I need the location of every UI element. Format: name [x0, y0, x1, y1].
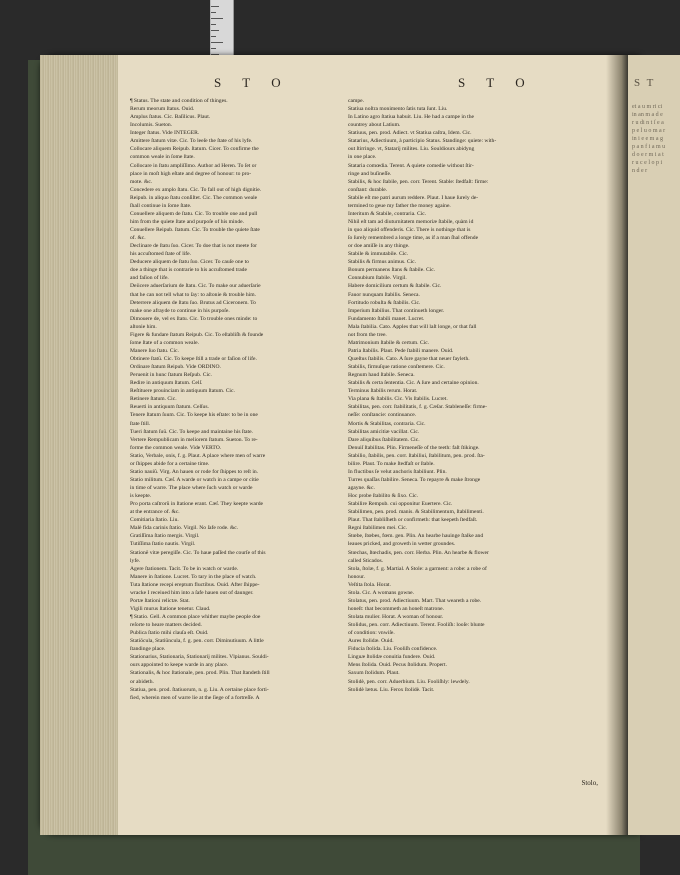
entry-line: leaues pricked, and groweth in wetter groundes. [348, 541, 456, 548]
entry-line: Aures ſtolidæ. Ouid. [348, 638, 394, 645]
entry-line: Collocare in ſtatu ampliſſimo. Author ad Heren. To ſet or [130, 162, 257, 169]
entry-line: wracke I receiued him into a ſafe hauen out of daunger. [130, 589, 254, 596]
entry-line: Bonum permanens ſtans & ſtabile. Cic. [348, 267, 436, 274]
entry-line: Stolatus, pen. prod. Adiectiuum. Mart. That weareth a robe. [348, 597, 482, 604]
entry-line: Statarius, Adiectiuum, à participio Status. Standinge: quiete: with- [348, 138, 497, 145]
entry-line: Pro porta caſtrorũ in ſtatione erant. Cæſ. They keepte warde [130, 501, 264, 508]
entry-line: Stabilitas, pen. corr. ſtabilitatis, f. g. Cæſar. Stableneſſe: firme- [348, 404, 488, 411]
running-header-left: S T O [214, 75, 290, 90]
entry-line: Veſtita ſtola. Horat. [348, 581, 391, 588]
entry-line: Amplus ſtatus. Cic. Baſilicus. Plaut. [130, 114, 211, 121]
entry-line: common weale in ſome ſtate. [130, 154, 195, 161]
entry-line: Malè fida carinis ſtatio. Virgil. No ſafe rode. &c. [130, 525, 239, 532]
entry-line: in quo aliquid offenderis. Cic. There is nothinge that is [348, 227, 471, 233]
entry-line: ¶ Status. The state and condition of thinges. [130, 98, 228, 104]
entry-line: Rerum meorum ſtatus. Ouid. [130, 106, 195, 113]
entry-line: Statiua noſtra monimento ſatis tuta ſunt. Liu. [348, 106, 448, 113]
entry-line: ſhall continue in ſome ſtate. [130, 202, 192, 209]
entry-line: of. &c. [130, 235, 146, 242]
entry-line: Stolata mulier. Horat. A woman of honour. [348, 614, 444, 620]
entry-line: Quæſtus ſtabilis. Cato. A ſure gayne that neuer fayleth. [348, 356, 470, 362]
entry-line: Stationalis, & hoc ſtationale, pen. prod. Plin. That ſtandeth ſtill [130, 670, 270, 677]
entry-line: Stabilis, firmuſque ratione conſtemere. Cic. [348, 364, 445, 371]
entry-line: Statio nauiũ. Virg. An hauen or rode for ſhippes to reſt in. [130, 468, 259, 475]
entry-line: Statiua, pen. prod. ſtatiuorum, n. g. Liu. A certaine place forti- [130, 686, 269, 693]
entry-line: Hoc probe ſtabilito & ſixo. Cic. [348, 493, 419, 500]
entry-line: Dimouere de, vel ex ſtatu. Cic. To trouble ones minde: to [130, 315, 258, 322]
entry-line: Saxum ſtolidum. Plaut. [348, 670, 400, 677]
entry-line: of condition: vnwiſe. [348, 630, 395, 637]
entry-line: Habere domicilium certum & ſtabile. Cic. [348, 283, 442, 290]
entry-line: Deterrere aliquem de ſtatu ſuo. Brutus ad Ciceronem. To [130, 299, 256, 306]
page-gutter-shadow [606, 55, 628, 835]
entry-line: and faſion of life. [130, 275, 169, 282]
entry-line: Manere ſuo ſtatu. Cic. [130, 347, 179, 354]
facing-page [628, 55, 680, 835]
entry-line: Stationarius, Stationaria, Stationarij milites. Vlpianus. Souldi- [130, 654, 269, 661]
entry-line: agayne. &c. [348, 485, 375, 491]
entry-line: Reuerti in antiquum ſtatum. Celſus. [130, 404, 209, 411]
entry-line: Redire in antiquum ſtatum. Celſ. [130, 380, 203, 387]
running-header-right: S T O [458, 75, 534, 90]
entry-line: mote. &c. [130, 178, 153, 185]
entry-line: Stabilis & firmus animus. Cic. [348, 259, 417, 266]
entry-line: Amittere ſtatum vitæ. Cic. To leeſe the ſtate of his lyfe. [130, 138, 253, 145]
entry-line: Tuta ſtatione recepi ereptum fluctibus. Ouid. After ſhippe- [130, 581, 260, 588]
entry-line: Gratiſſima ſtatio mergis. Virgil. [130, 533, 200, 540]
entry-line: place in moſt high eſtate and degree of honour: to pro- [130, 170, 252, 177]
entry-line: Denuiſ ſtabilitas. Plin. Firmeneſſe of the teeth: faſt ſtikinge. [348, 444, 480, 451]
entry-line: out ſtirringe. vt, Statarij milites. Liu. Souldiours abidyng [348, 146, 475, 153]
entry-line: neſſe: conſtancie: continuance. [348, 412, 417, 419]
entry-line: Retinere ſtatum. Cic. [130, 396, 177, 403]
entry-line: Mala ſtabilia. Cato. Apples that will laſt longe, or that fall [348, 323, 477, 330]
entry-line: Declinare de ſtatu ſuo. Cicer. To doe that is not meete for [130, 243, 258, 250]
entry-line: or doe amiſſe in any thinge. [348, 243, 410, 250]
entry-line: his accuſtomed ſtate of life. [130, 251, 192, 258]
entry-line: Stabilis, & hoc ſtabile, pen. corr. Terent. Stable: ſtedfaſt: firme: [348, 178, 489, 185]
entry-line: Integer ſtatus. Vide INTEGER. [130, 130, 200, 137]
entry-line: ſo ſurely remembred a longe time, as if a man ſhal offende [348, 235, 479, 242]
entry-line: Vigili murus ſtatione tenetur. Claud. [130, 605, 211, 612]
entry-line: Deducere aliquem de ſtatu ſuo. Cicer. To cauſe one to [130, 259, 249, 266]
entry-line: Linguæ ſtolidæ conuitia fundere. Ouid. [348, 654, 436, 661]
entry-line: ringe and buſineſſe. [348, 170, 392, 177]
entry-line: Conuellere aliquem de ſtatu. Cic. To trouble one and pull [130, 210, 258, 217]
facing-page-header: S T [634, 77, 656, 89]
entry-line: aſtonie him. [130, 323, 157, 330]
entry-line: Stolidè, pen. corr. Aduerbium. Liu. Fooliſhly: lewdely. [348, 678, 470, 685]
dictionary-page [118, 55, 628, 835]
entry-line: honour. [348, 573, 365, 580]
left-column [130, 97, 336, 702]
entry-line: called Sticados. [348, 557, 384, 564]
right-column [348, 97, 554, 694]
page-edges [40, 55, 118, 835]
entry-line: ſtate ſtill. [130, 420, 151, 427]
entry-line: Statio militum. Cæſ. A warde or watch in a campe or citie [130, 476, 259, 483]
entry-line: Stationē vitæ peregiſſe. Cic. To haue paſſed the courſe of this [130, 549, 266, 556]
entry-line: Agere ſtationem. Tacit. To be in watch or warde. [130, 565, 239, 572]
entry-line: Portæ ſtationi relictæ. Stat. [130, 597, 190, 604]
entry-line: Reſtituere prouinciam in antiquum ſtatum. Cic. [130, 388, 235, 395]
entry-line: Imperium ſtabilius. That continueth longer. [348, 307, 445, 314]
entry-line: termined to geue my father the money againe. [348, 202, 451, 209]
entry-line: ſtandinge place. [130, 646, 166, 653]
catchword: Stolo, [581, 779, 598, 787]
entry-line: Stabilio, ſtabilis, pen. corr. ſtabiliui, ſtabilitum, pen. prod. ſta- [348, 452, 485, 459]
entry-line: Figere & fundare ſtatum Reipub. Cic. To eſtabliſh & founde [130, 331, 264, 338]
entry-line: Tueri ſtatum ſuū. Cic. To keepe and maintaine his ſtate. [130, 428, 253, 435]
entry-line: Tutiſſima ſtatio nautis. Virgil. [130, 541, 196, 548]
entry-line: ſome ſtate of a common weale. [130, 339, 199, 346]
entry-line: Terminus ſtabilis rerum. Horat. [348, 388, 418, 395]
entry-line: in time of warre. The place where ſuch watch or warde [130, 485, 253, 491]
entry-line: Incolumis. Sueton. [130, 122, 173, 129]
entry-line: Statiōcula, Statiūncula, f. g. pen. corr. Diminutiuum. A little [130, 638, 264, 645]
open-book [40, 55, 666, 835]
entry-line: Tenere ſtatum ſuum. Cic. To keepe his eſtate: to be in one [130, 412, 258, 419]
entry-line: honeſt: that becommeth an honeſt matrone. [348, 605, 444, 612]
entry-line: make one afrayde to continue in his purpoſe. [130, 307, 230, 314]
entry-line: countrey about Latium. [348, 122, 401, 129]
entry-line: Patria ſtabilis. Plaut. Pede ſtabili manere. Ouid. [348, 347, 454, 354]
entry-line: conſtant: durable. [348, 186, 388, 193]
entry-line: Stola. Cic. A womans gowne. [348, 589, 415, 596]
entry-line: Statiuus, pen. prod. Adiect. vt Statiua caſtra, Idem. Cic. [348, 130, 472, 137]
entry-line: Turres quaſſas ſtabilire. Seneca. To repayre & make ſtronge [348, 476, 481, 483]
entry-line: Vertere Rempublicam in meliorem ſtatum. Sueton. To re- [130, 436, 258, 443]
entry-line: him from the quiete ſtate and purpoſe of his minde. [130, 218, 245, 225]
entry-line: Obtinere ſtatū. Cic. To keepe ſtill a trade or faſion of life. [130, 356, 257, 362]
entry-line: campe. [348, 98, 364, 104]
measuring-ruler [210, 0, 234, 62]
entry-line: Regni ſtabilimen mei. Cic. [348, 525, 408, 532]
entry-line: fied, wherein men of warre lie at the ſiege of a fortreſſe. A [130, 694, 260, 701]
entry-line: Collocare aliquem Reipub. ſtatum. Cicer. To confirme the [130, 146, 259, 153]
entry-line: or ſhippes abide for a certaine time. [130, 460, 210, 467]
entry-line: Stabilimen, pen. prod. manis. & Stabilimentum, ſtabilimenti. [348, 509, 484, 516]
entry-line: Ordinare ſtatum Reipub. Vide ORDINO. [130, 364, 221, 371]
entry-line: Fundamento ſtabili manet. Lucret. [348, 315, 425, 322]
entry-line: Fortitudo robuſta & ſtabilis. Cic. [348, 299, 421, 306]
entry-line: Deiicere aduerſarium de ſtatu. Cic. To make our aduerſarie [130, 283, 261, 290]
entry-line: Peruenit in hunc ſtatum Reſpub. Cic. [130, 372, 212, 379]
entry-line: Stabilire Rempub. cui opponitur Euertere. Cic. [348, 501, 453, 508]
entry-line: Stolidus, pen. corr. Adiectiuum. Terent. Fooliſh: looſe: blunte [348, 622, 485, 629]
entry-line: Manere in ſtatione. Lucret. To tary in the place of watch. [130, 573, 257, 580]
entry-line: In Latino agro ſtatiua habuit. Liu. He had a campe in the [348, 114, 474, 121]
entry-line: In fluctibus ſe velut anchoris ſtabiliunt. Plin. [348, 468, 447, 475]
entry-line: Matrimonium ſtabile & certum. Cic. [348, 339, 430, 346]
entry-line: Conuellere Reipub. ſtatum. Cic. To trouble the quiete ſtate [130, 227, 260, 233]
entry-line: bilire. Plaut. To make ſtedfaſt or ſtable. [348, 460, 435, 467]
entry-line: Stœchas, ſtœchadis, pen. corr. Herba. Plin. An hearbe & flower [348, 549, 489, 556]
entry-line: Stabile & immutabile. Cic. [348, 251, 409, 258]
entry-line: Regnum haud ſtabile. Seneca. [348, 372, 415, 379]
entry-line: Stabile eſt me patri aurum reddere. Plaut. I haue ſurely de- [348, 194, 479, 201]
entry-line: Concedere ex amplo ſtatu. Cic. To fall out of high dignitie. [130, 186, 262, 193]
entry-line: in one place. [348, 154, 377, 161]
entry-line: Comitiaria ſtatio. Liu. [130, 517, 179, 524]
entry-line: Via plana & ſtabilis. Cic. Vis ſtabilis. Lucret. [348, 396, 448, 403]
entry-line: Stola, ſtolæ, f. g. Martial. A Stole: a garment: a robe: a robe of [348, 565, 487, 572]
entry-line: ¶ Statio. Gell. A common place whither maybe people doe [130, 614, 261, 620]
entry-line: Mortis & Stabilitas, contraria. Cic. [348, 420, 426, 427]
entry-line: doe a thinge that is contrarie to his accuſtomed trade [130, 267, 247, 274]
entry-line: Fauor nunquam ſtabilis. Seneca. [348, 291, 420, 298]
entry-line: Interitum & Stabile, contraria. Cic. [348, 210, 427, 217]
entry-line: not from the tree. [348, 331, 387, 338]
entry-line: reſorte to heare matters decided. [130, 622, 202, 629]
entry-line: Plaut. That ſtabliſheth or confirmeth: that keepeth ſtedfaſt. [348, 517, 478, 524]
entry-line: Dare aliquibus ſtabilitatem. Cic. [348, 436, 420, 443]
entry-line: at the entrance of. &c. [130, 509, 180, 516]
entry-line: ours appointed to keepe warde in any place. [130, 662, 229, 669]
entry-line: Nihil eſt tam ad diuturnitatem memoriæ ſtabile, quàm id [348, 218, 474, 225]
entry-line: Stabilitas amicitiæ vacillat. Cic. [348, 428, 420, 435]
entry-line: Mens ſtolida. Ouid. Pecus ſtolidum. Propert. [348, 662, 447, 669]
entry-line: Publica ſtatio mihi clauſa eſt. Ouid. [130, 630, 209, 637]
entry-line: Stolidè lætus. Liu. Ferox ſtolidè. Tacit. [348, 686, 435, 693]
entry-line: Stataria comœdia. Terent. A quiete comedie without ſtir- [348, 162, 474, 169]
entry-line: that he can not tell what to ſay: to aſtonie & trouble him. [130, 291, 256, 298]
entry-line: Stabilis & certa ſententia. Cic. A ſure and certaine opinion. [348, 380, 479, 387]
facing-page-text: et a u m ri ci in an m a d e r u di n t ſ e a p e l u o m a r in i e e m a g p a n f i a m u d o e r m i a t r u c e l o p i n d e r [632, 104, 666, 174]
entry-line: Connubium ſtabile. Virgil. [348, 275, 407, 282]
entry-line: forme the common weale. Vide VERTO. [130, 444, 222, 451]
entry-line: lyfe. [130, 557, 141, 564]
entry-line: Statio, Verbale, onis, f. g. Plaut. A place where men of warre [130, 452, 266, 459]
entry-line: or abideth. [130, 678, 154, 685]
entry-line: Fiducia ſtolida. Liu. Fooliſh confidence. [348, 646, 438, 653]
entry-line: Reipub. in aliquo ſtatu conſiſtet. Cic. The common weale [130, 194, 258, 201]
entry-line: Stœbe, ſtœbes, fœm. gen. Plin. An hearbe hauinge ſtalke and [348, 533, 484, 540]
entry-line: is keepte. [130, 493, 152, 500]
